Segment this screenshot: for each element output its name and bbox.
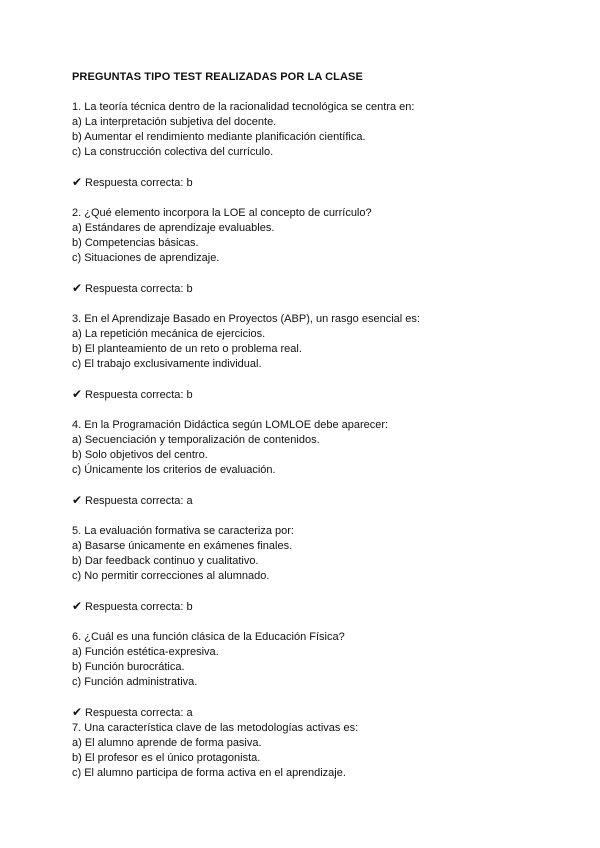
question-prompt: 1. La teoría técnica dentro de la racionalidad tecnológica se centra en:: [72, 101, 415, 113]
option-c: c) El trabajo exclusivamente individual.: [72, 358, 262, 370]
option-c: c) La construcción colectiva del currículo.: [72, 146, 274, 158]
question-2: [72, 206, 542, 297]
option-c: c) Únicamente los criterios de evaluación.: [72, 464, 276, 476]
option-c: c) No permitir correcciones al alumnado.: [72, 570, 270, 582]
check-mark-icon: ✔: [72, 387, 83, 401]
option-a: a) El alumno aprende de forma pasiva.: [72, 737, 262, 749]
question-5: [72, 524, 542, 615]
correct-answer: ✔ Respuesta correcta: a: [72, 493, 193, 507]
page-title: PREGUNTAS TIPO TEST REALIZADAS POR LA CLASE: [72, 71, 363, 83]
option-b: b) Solo objetivos del centro.: [72, 449, 208, 461]
check-mark-icon: ✔: [72, 175, 83, 189]
document-content: [72, 70, 542, 781]
check-mark-icon: ✔: [72, 705, 83, 719]
correct-answer: ✔ Respuesta correcta: b: [72, 281, 193, 295]
option-a: a) Basarse únicamente en exámenes finales.: [72, 540, 293, 552]
correct-answer: ✔ Respuesta correcta: b: [72, 599, 193, 613]
option-c: c) El alumno participa de forma activa en el aprendizaje.: [72, 767, 346, 779]
question-3: [72, 312, 542, 403]
option-a: a) La interpretación subjetiva del docente.: [72, 116, 277, 128]
option-a: a) Secuenciación y temporalización de contenidos.: [72, 434, 320, 446]
question-7: [72, 721, 542, 781]
option-a: a) Función estética-expresiva.: [72, 646, 219, 658]
question-prompt: 5. La evaluación formativa se caracteriza por:: [72, 525, 294, 537]
question-prompt: 7. Una característica clave de las metodologías activas es:: [72, 722, 359, 734]
option-a: a) La repetición mecánica de ejercicios.: [72, 328, 266, 340]
option-a: a) Estándares de aprendizaje evaluables.: [72, 222, 275, 234]
correct-answer: ✔ Respuesta correcta: a: [72, 705, 193, 719]
option-b: b) El profesor es el único protagonista.: [72, 752, 261, 764]
question-4: [72, 418, 542, 509]
check-mark-icon: ✔: [72, 493, 83, 507]
question-prompt: 6. ¿Cuál es una función clásica de la Educación Física?: [72, 631, 345, 643]
check-mark-icon: ✔: [72, 281, 83, 295]
question-prompt: 2. ¿Qué elemento incorpora la LOE al concepto de currículo?: [72, 207, 372, 219]
option-b: b) Dar feedback continuo y cualitativo.: [72, 555, 259, 567]
check-mark-icon: ✔: [72, 599, 83, 613]
option-b: b) Competencias básicas.: [72, 237, 199, 249]
option-c: c) Función administrativa.: [72, 676, 198, 688]
correct-answer: ✔ Respuesta correcta: b: [72, 387, 193, 401]
option-b: b) Función burocrática.: [72, 661, 185, 673]
option-c: c) Situaciones de aprendizaje.: [72, 252, 220, 264]
question-6: [72, 630, 542, 721]
question-1: [72, 100, 542, 191]
correct-answer: ✔ Respuesta correcta: b: [72, 175, 193, 189]
option-b: b) Aumentar el rendimiento mediante planificación científica.: [72, 131, 366, 143]
question-prompt: 3. En el Aprendizaje Basado en Proyectos (ABP), un rasgo esencial es:: [72, 313, 420, 325]
option-b: b) El planteamiento de un reto o problema real.: [72, 343, 302, 355]
question-prompt: 4. En la Programación Didáctica según LOMLOE debe aparecer:: [72, 419, 389, 431]
